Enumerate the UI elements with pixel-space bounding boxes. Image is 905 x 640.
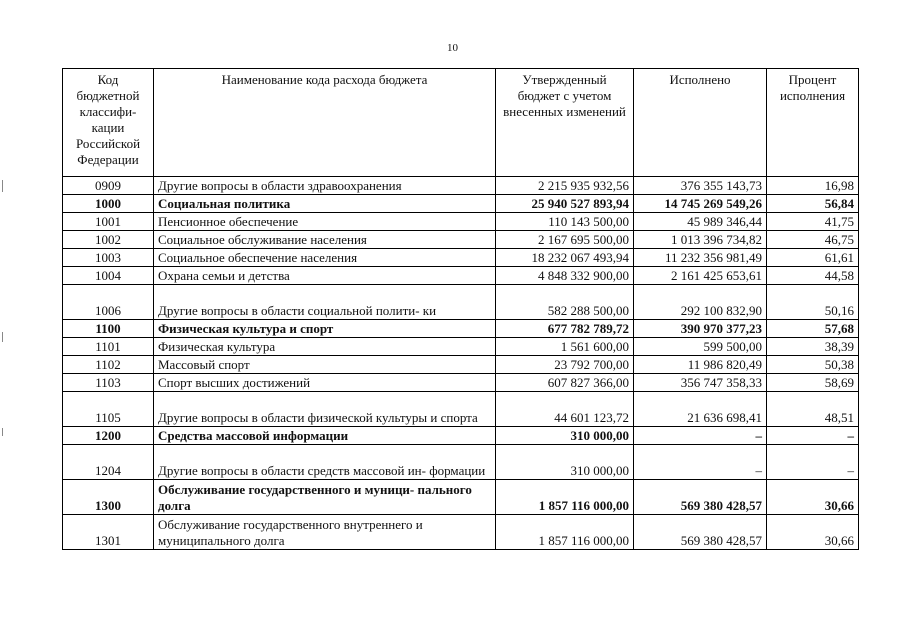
row-code: 0909 <box>63 177 154 195</box>
header-approved: Утвержденный бюджет с учетом внесенных изменений <box>496 69 634 177</box>
row-approved-amount: 4 848 332 900,00 <box>496 267 634 285</box>
row-approved-amount: 23 792 700,00 <box>496 356 634 374</box>
row-name: Спорт высших достижений <box>154 374 496 392</box>
row-execution-percent: 48,51 <box>767 392 859 427</box>
row-code: 1105 <box>63 392 154 427</box>
budget-execution-table <box>62 68 859 550</box>
table-row <box>63 392 859 427</box>
row-execution-percent: 56,84 <box>767 195 859 213</box>
header-code: Код бюджетной классифи- кации Российской Федерации <box>63 69 154 177</box>
row-executed-amount: 292 100 832,90 <box>634 285 767 320</box>
row-executed-amount: 569 380 428,57 <box>634 515 767 550</box>
row-execution-percent: 38,39 <box>767 338 859 356</box>
row-approved-amount: 2 167 695 500,00 <box>496 231 634 249</box>
row-execution-percent: 61,61 <box>767 249 859 267</box>
table-row <box>63 338 859 356</box>
table-row <box>63 195 859 213</box>
row-code: 1103 <box>63 374 154 392</box>
row-approved-amount: 2 215 935 932,56 <box>496 177 634 195</box>
row-code: 1204 <box>63 445 154 480</box>
row-executed-amount: 569 380 428,57 <box>634 480 767 515</box>
row-approved-amount: 1 857 116 000,00 <box>496 480 634 515</box>
row-code: 1003 <box>63 249 154 267</box>
row-executed-amount: 11 986 820,49 <box>634 356 767 374</box>
row-name: Социальная политика <box>154 195 496 213</box>
row-name: Средства массовой информации <box>154 427 496 445</box>
row-code: 1002 <box>63 231 154 249</box>
page-number: 10 <box>447 42 458 54</box>
row-name: Обслуживание государственного и муници- пального долга <box>154 480 496 515</box>
row-name: Социальное обеспечение населения <box>154 249 496 267</box>
row-executed-amount: 376 355 143,73 <box>634 177 767 195</box>
row-name: Физическая культура <box>154 338 496 356</box>
row-code: 1000 <box>63 195 154 213</box>
table-body <box>63 177 859 550</box>
row-code: 1101 <box>63 338 154 356</box>
row-execution-percent: 30,66 <box>767 515 859 550</box>
row-executed-amount: – <box>634 427 767 445</box>
table-row <box>63 445 859 480</box>
table-row <box>63 515 859 550</box>
row-approved-amount: 25 940 527 893,94 <box>496 195 634 213</box>
table-row <box>63 356 859 374</box>
header-executed: Исполнено <box>634 69 767 177</box>
row-executed-amount: 1 013 396 734,82 <box>634 231 767 249</box>
row-execution-percent: 50,38 <box>767 356 859 374</box>
row-code: 1301 <box>63 515 154 550</box>
row-executed-amount: 45 989 346,44 <box>634 213 767 231</box>
scan-edge-mark <box>2 428 3 436</box>
scan-edge-mark <box>2 332 3 342</box>
row-name: Обслуживание государственного внутреннего и муниципального долга <box>154 515 496 550</box>
table-row <box>63 374 859 392</box>
row-executed-amount: – <box>634 445 767 480</box>
row-approved-amount: 310 000,00 <box>496 427 634 445</box>
table-row <box>63 213 859 231</box>
row-code: 1102 <box>63 356 154 374</box>
header-percent: Процент исполнения <box>767 69 859 177</box>
row-execution-percent: – <box>767 427 859 445</box>
row-executed-amount: 14 745 269 549,26 <box>634 195 767 213</box>
row-approved-amount: 18 232 067 493,94 <box>496 249 634 267</box>
row-executed-amount: 11 232 356 981,49 <box>634 249 767 267</box>
row-name: Массовый спорт <box>154 356 496 374</box>
table-row <box>63 427 859 445</box>
row-name: Охрана семьи и детства <box>154 267 496 285</box>
row-executed-amount: 2 161 425 653,61 <box>634 267 767 285</box>
table-row <box>63 177 859 195</box>
row-code: 1200 <box>63 427 154 445</box>
row-execution-percent: 16,98 <box>767 177 859 195</box>
row-execution-percent: 58,69 <box>767 374 859 392</box>
header-name: Наименование кода расхода бюджета <box>154 69 496 177</box>
table-row <box>63 249 859 267</box>
row-executed-amount: 356 747 358,33 <box>634 374 767 392</box>
row-execution-percent: 46,75 <box>767 231 859 249</box>
row-name: Другие вопросы в области социальной полити- ки <box>154 285 496 320</box>
table-row <box>63 320 859 338</box>
row-approved-amount: 44 601 123,72 <box>496 392 634 427</box>
table-row <box>63 231 859 249</box>
table-row <box>63 285 859 320</box>
row-approved-amount: 607 827 366,00 <box>496 374 634 392</box>
table-row <box>63 480 859 515</box>
row-name: Социальное обслуживание населения <box>154 231 496 249</box>
row-name: Физическая культура и спорт <box>154 320 496 338</box>
row-name: Другие вопросы в области здравоохранения <box>154 177 496 195</box>
row-approved-amount: 677 782 789,72 <box>496 320 634 338</box>
row-name: Другие вопросы в области физической культуры и спорта <box>154 392 496 427</box>
row-execution-percent: 30,66 <box>767 480 859 515</box>
row-execution-percent: – <box>767 445 859 480</box>
row-code: 1001 <box>63 213 154 231</box>
row-name: Другие вопросы в области средств массовой ин- формации <box>154 445 496 480</box>
row-approved-amount: 1 857 116 000,00 <box>496 515 634 550</box>
row-execution-percent: 44,58 <box>767 267 859 285</box>
row-approved-amount: 1 561 600,00 <box>496 338 634 356</box>
row-approved-amount: 110 143 500,00 <box>496 213 634 231</box>
row-executed-amount: 390 970 377,23 <box>634 320 767 338</box>
row-code: 1006 <box>63 285 154 320</box>
table-header-row <box>63 69 859 177</box>
row-executed-amount: 21 636 698,41 <box>634 392 767 427</box>
row-execution-percent: 41,75 <box>767 213 859 231</box>
row-code: 1100 <box>63 320 154 338</box>
row-code: 1300 <box>63 480 154 515</box>
row-approved-amount: 310 000,00 <box>496 445 634 480</box>
row-name: Пенсионное обеспечение <box>154 213 496 231</box>
row-executed-amount: 599 500,00 <box>634 338 767 356</box>
scan-edge-mark <box>2 180 3 192</box>
table-row <box>63 267 859 285</box>
row-approved-amount: 582 288 500,00 <box>496 285 634 320</box>
row-execution-percent: 50,16 <box>767 285 859 320</box>
row-code: 1004 <box>63 267 154 285</box>
row-execution-percent: 57,68 <box>767 320 859 338</box>
